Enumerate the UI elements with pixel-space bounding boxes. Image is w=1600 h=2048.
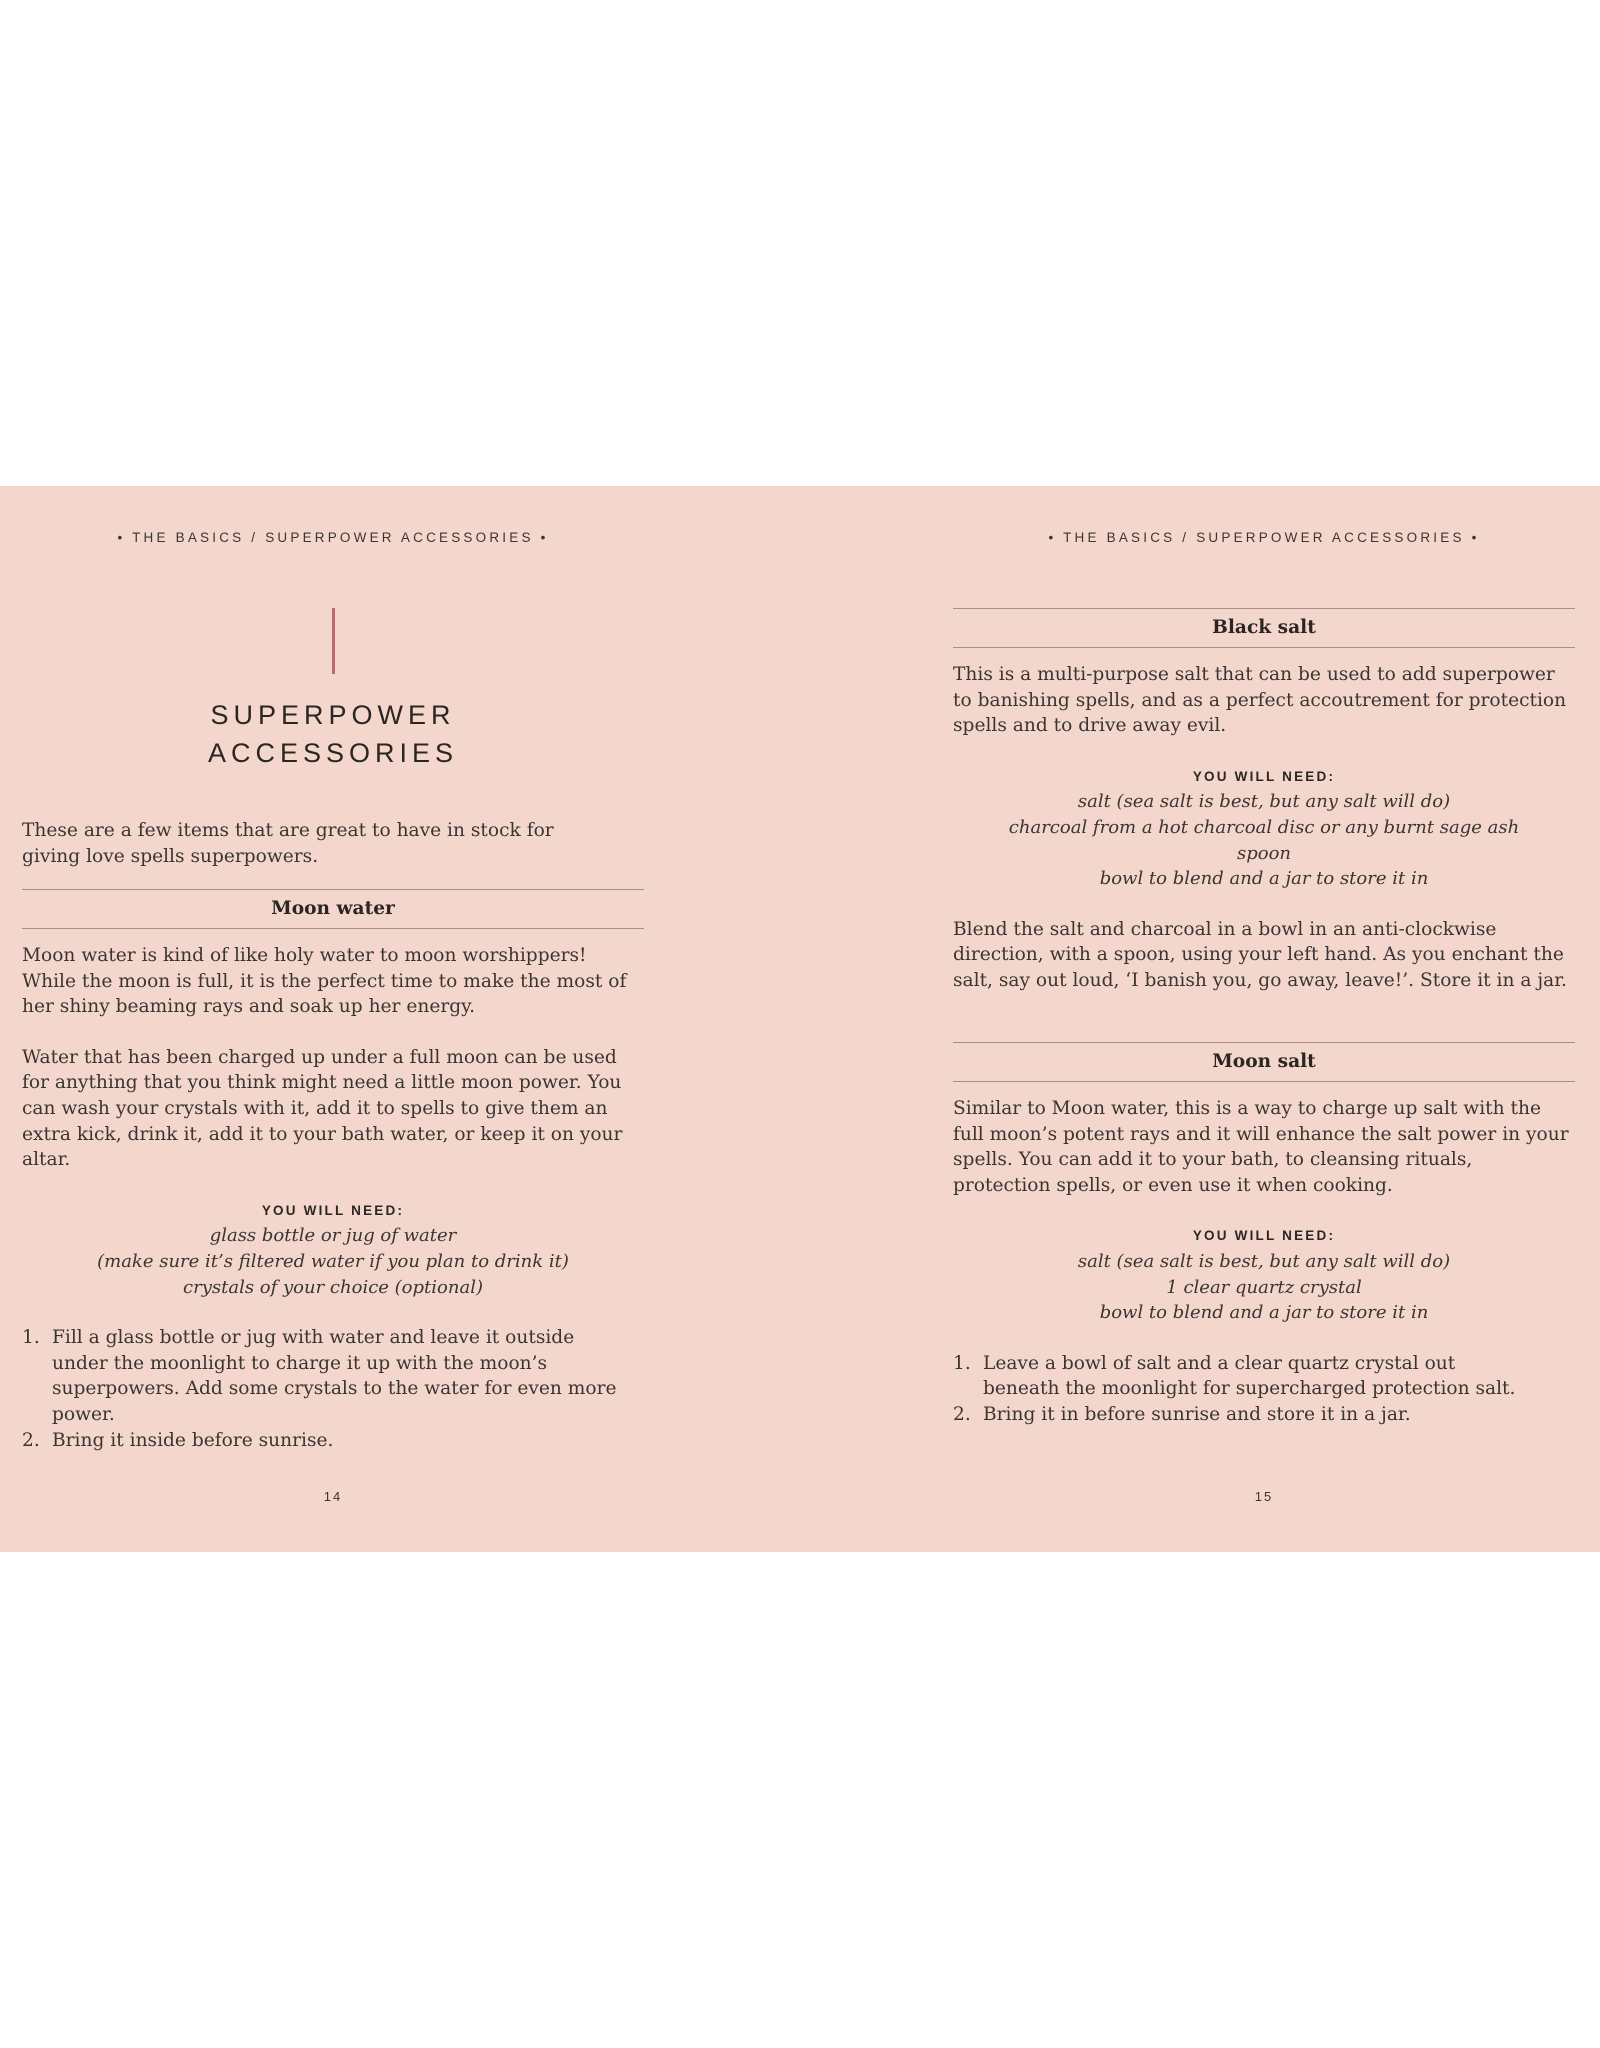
step-item [953, 1402, 1533, 1428]
step-number: 1. [22, 1327, 40, 1349]
you-will-need-label: YOU WILL NEED: [1192, 1228, 1336, 1244]
you-will-need-label: YOU WILL NEED: [1192, 768, 1336, 784]
left-page [22, 486, 644, 1552]
page-number-left: 14 [323, 1489, 343, 1504]
moon-salt-paragraph-1: Similar to Moon water, this is a way to charge up salt with the full moon’s potent rays and it will enhance the salt power in your spells. You can add it to your bath, to cleansing rituals, protection spells, or even use it when cooking. [953, 1098, 1569, 1196]
moon-water-steps [22, 1325, 622, 1453]
step-item [22, 1428, 622, 1454]
chapter-title-line1: SUPERPOWER [210, 700, 456, 730]
step-text: Fill a glass bottle or jug with water and leave it outside under the moonlight to charge it up with the moon’s superpowers. Add some crystals to the water for even more power. [52, 1327, 617, 1425]
step-number: 1. [953, 1352, 971, 1374]
you-will-need-label: YOU WILL NEED: [261, 1202, 405, 1218]
running-head-right: • THE BASICS / SUPERPOWER ACCESSORIES • [1048, 530, 1480, 545]
need-item: glass bottle or jug of water [209, 1225, 457, 1247]
page-number-right: 15 [1254, 1489, 1274, 1504]
you-will-need-block [22, 1198, 644, 1300]
black-salt-section [953, 608, 1575, 994]
step-item [953, 1351, 1533, 1402]
need-item: charcoal from a hot charcoal disc or any burnt sage ash [1008, 816, 1520, 838]
moon-salt-section [953, 1042, 1575, 1428]
chapter-title-line2: ACCESSORIES [207, 738, 459, 768]
moon-water-paragraph-2: Water that has been charged up under a full moon can be used for anything that you think might need a little moon power. You can wash your crystals with it, add it to spells to give them an extra kick, drink it, add it to your bath water, or keep it on your altar. [22, 1046, 623, 1171]
section-heading-black-salt: Black salt [953, 608, 1575, 648]
need-item: spoon [1236, 842, 1292, 864]
need-item: 1 clear quartz crystal [1166, 1276, 1362, 1298]
you-will-need-block [953, 764, 1575, 892]
need-item: salt (sea salt is best, but any salt will do) [1077, 791, 1451, 813]
need-item: bowl to blend and a jar to store it in [1099, 868, 1429, 890]
black-salt-paragraph-2: Blend the salt and charcoal in a bowl in an anti-clockwise direction, with a spoon, using your left hand. As you enchant the salt, say out loud, ‘I banish you, go away, leave!’. Store it in a jar. [953, 918, 1567, 991]
intro-paragraph: These are a few items that are great to have in stock for giving love spells superpowers. [22, 820, 554, 867]
step-number: 2. [22, 1429, 40, 1451]
moon-salt-steps [953, 1351, 1533, 1428]
running-head-left: • THE BASICS / SUPERPOWER ACCESSORIES • [117, 530, 549, 545]
black-salt-paragraph-1: This is a multi-purpose salt that can be used to add superpower to banishing spells, and as a perfect accoutrement for protection spells and to drive away evil. [953, 664, 1567, 737]
chapter-title [22, 696, 644, 772]
step-number: 2. [953, 1403, 971, 1425]
right-page [953, 486, 1575, 1552]
you-will-need-block [953, 1223, 1575, 1325]
step-text: Bring it inside before sunrise. [52, 1429, 334, 1451]
step-text: Leave a bowl of salt and a clear quartz crystal out beneath the moonlight for supercharged protection salt. [983, 1352, 1516, 1400]
moon-water-paragraph-1: Moon water is kind of like holy water to moon worshippers! While the moon is full, it is the perfect time to make the most of her shiny beaming rays and soak up her energy. [22, 945, 627, 1018]
decorative-red-rule [332, 608, 335, 674]
need-item: crystals of your choice (optional) [183, 1276, 483, 1298]
intro-block [22, 818, 644, 869]
moon-water-section [22, 889, 644, 1453]
step-text: Bring it in before sunrise and store it in a jar. [983, 1403, 1411, 1425]
section-heading-moon-salt: Moon salt [953, 1042, 1575, 1082]
need-item: bowl to blend and a jar to store it in [1099, 1302, 1429, 1324]
need-item: salt (sea salt is best, but any salt will do) [1077, 1250, 1451, 1272]
need-item: (make sure it’s filtered water if you plan to drink it) [97, 1250, 569, 1272]
section-heading-moon-water: Moon water [22, 889, 644, 929]
step-item [22, 1325, 622, 1427]
book-spread [0, 486, 1600, 1552]
